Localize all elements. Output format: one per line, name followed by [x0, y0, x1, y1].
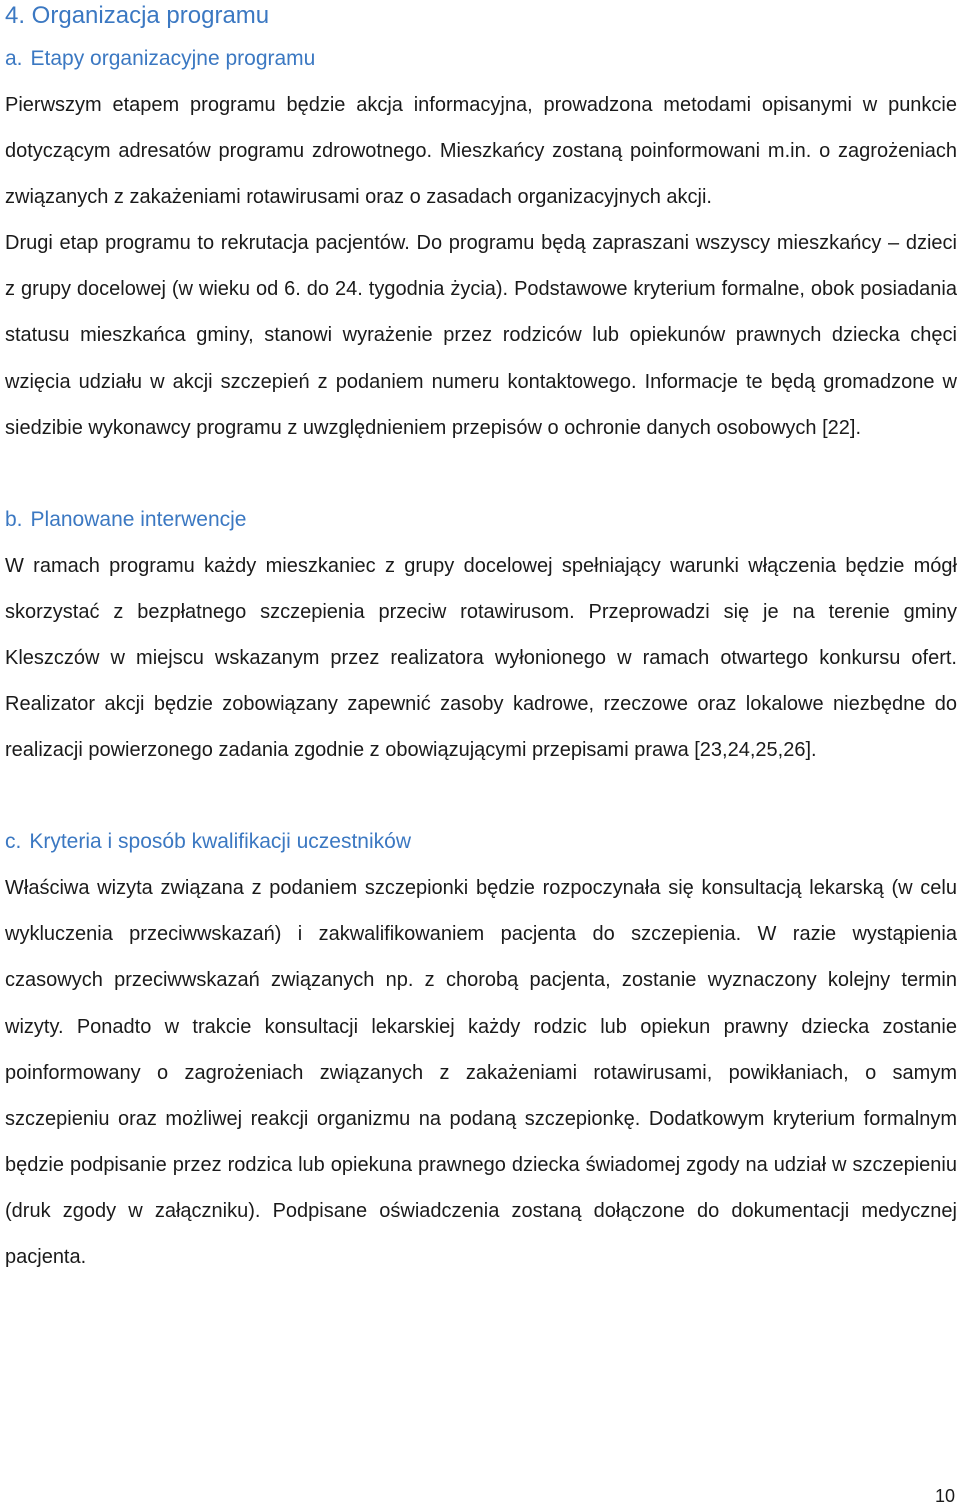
section-b-heading	[5, 497, 957, 543]
section-a-title: Etapy organizacyjne programu	[30, 47, 316, 70]
section-c-title: Kryteria i sposób kwalifikacji uczestników	[29, 830, 411, 854]
section-c-paragraph-1: Właściwa wizyta związana z podaniem szczepionki będzie rozpoczynała się konsultacją lekarską (w celu wykluczenia przeciwwskazań) i zakwalifikowaniem pacjenta do szczepienia. W razie wystąpienia czasowych przeciwwskazań związanych np. z chorobą pacjenta, zostanie wyznaczony kolejny termin wizyty. Ponadto w trakcie konsultacji lekarskiej każdy rodzic lub opiekun prawny dziecka zostanie poinformowany o zagrożeniach związanych z zakażeniami rotawirusami, powikłaniach, o samym szczepieniu oraz możliwej reakcji organizmu na podaną szczepionkę. Dodatkowym kryterium formalnym będzie podpisanie przez rodzica lub opiekuna prawnego dziecka świadomej zgody na udział w szczepieniu (druk zgody w załączniku). Podpisane oświadczenia zostaną dołączone do dokumentacji medycznej pacjenta.	[5, 877, 957, 1268]
section-a-paragraph-1: Pierwszym etapem programu będzie akcja informacyjna, prowadzona metodami opisanymi w punkcie dotyczącym adresatów programu zdrowotnego. Mieszkańcy zostaną poinformowani m.in. o zagrożeniach związanych z zakażeniami rotawirusami oraz o zasadach organizacyjnych akcji.	[5, 94, 957, 209]
section-c-heading	[5, 819, 957, 865]
chapter-heading: 4. Organizacja programu	[5, 2, 270, 29]
page-number: 10	[934, 1486, 955, 1506]
section-spacer	[5, 451, 957, 497]
section-b-title: Planowane interwencje	[30, 507, 247, 531]
section-c-letter: c.	[5, 830, 22, 854]
section-a-paragraph-2: Drugi etap programu to rekrutacja pacjentów. Do programu będą zapraszani wszyscy mieszkańcy – dzieci z grupy docelowej (w wieku od 6. do 24. tygodnia życia). Podstawowe kryterium formalne, obok posiadania statusu mieszkańca gminy, stanowi wyrażenie przez rodziców lub opiekunów prawnych dziecka chęci wzięcia udziału w akcji szczepień z podaniem numeru kontaktowego. Informacje te będą gromadzone w siedzibie wykonawcy programu z uwzględnieniem przepisów o ochronie danych osobowych [22].	[5, 232, 957, 439]
section-c	[5, 819, 957, 1280]
section-spacer	[5, 773, 957, 819]
section-b	[5, 497, 957, 773]
section-b-paragraph-1: W ramach programu każdy mieszkaniec z grupy docelowej spełniający warunki włączenia będzie mógł skorzystać z bezpłatnego szczepienia przeciw rotawirusom. Przeprowadzi się je na terenie gminy Kleszczów w miejscu wskazanym przez realizatora wyłonionego w ramach otwartego konkursu ofert. Realizator akcji będzie zobowiązany zapewnić zasoby kadrowe, rzeczowe oraz lokalowe niezbędne do realizacji powierzonego zadania zgodnie z obowiązującymi przepisami prawa [23,24,25,26].	[5, 554, 957, 762]
section-a-letter: a.	[5, 47, 23, 70]
document-page	[5, 0, 957, 1280]
section-a	[5, 36, 957, 451]
section-a-heading	[5, 36, 957, 82]
section-b-letter: b.	[5, 507, 23, 531]
